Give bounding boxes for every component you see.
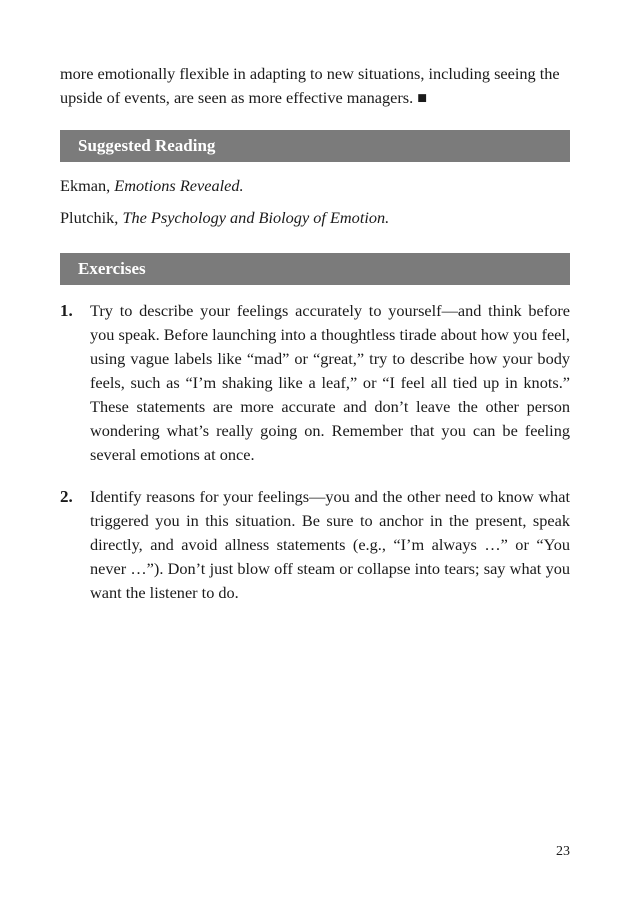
exercise-text: Identify reasons for your feelings—you and the other need to know what triggered you in this situation. Be sure to anchor in the present, speak directly, and avoid allness statements (e.g., “I’m always …” or “You never …”). Don’t just blow off steam or collapse into tears; say what you want the listener to do. [90, 487, 570, 602]
exercise-text: Try to describe your feelings accurately to yourself—and think before you speak. Before launching into a thoughtless tirade about how you feel, using vague labels like “mad” or “great,” try to describe how your body feels, such as “I’m shaking like a leaf,” or “I feel all tied up in knots.” These statements are more accurate and don’t leave the other person wondering what’s really going on. Remember that you can be feeling several emotions at once. [90, 301, 570, 464]
reading-list [60, 174, 570, 230]
reading-title: The Psychology and Biology of Emotion. [122, 208, 390, 227]
page-number: 23 [556, 844, 570, 859]
reading-author: Plutchik, [60, 208, 119, 227]
intro-paragraph [60, 62, 570, 110]
suggested-reading-heading: Suggested Reading [60, 130, 570, 162]
page-content [60, 62, 570, 623]
intro-line-1: more emotionally flexible in adapting to new situations, including seeing the [60, 64, 560, 83]
exercise-list [60, 299, 570, 605]
reading-author: Ekman, [60, 176, 111, 195]
exercises-heading: Exercises [60, 253, 570, 285]
exercise-item [60, 485, 570, 605]
exercise-number: 1. [60, 301, 73, 320]
exercise-item [60, 299, 570, 467]
exercise-number: 2. [60, 487, 73, 506]
reading-item [60, 174, 570, 198]
reading-title: Emotions Revealed. [114, 176, 244, 195]
intro-line-2: upside of events, are seen as more effective managers. ■ [60, 88, 428, 107]
reading-item [60, 206, 570, 230]
